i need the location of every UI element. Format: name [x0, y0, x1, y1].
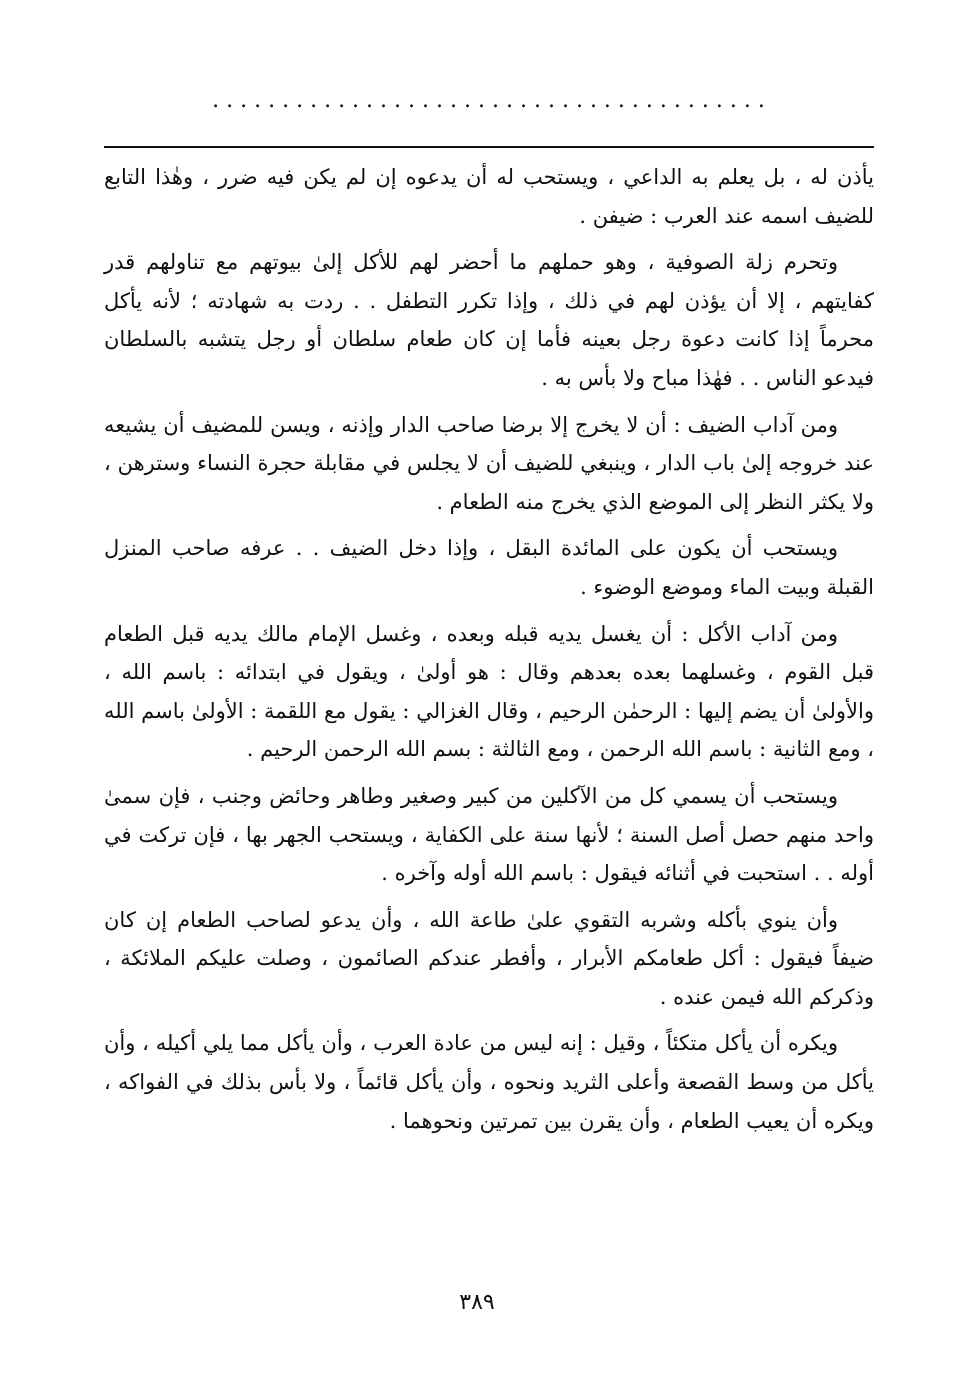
page-number: ٣٨٩ [459, 1290, 495, 1315]
paragraph: ويكره أن يأكل متكئاً ، وقيل : إنه ليس من عادة العرب ، وأن يأكل مما يلي أكيله ، وأن يأكل من وسط القصعة وأعلى الثريد ونحوه ، وأن يأكل قائماً ، ولا بأس بذلك في الفواكه ، ويكره أن يعيب الطعام ، وأن يقرن بين تمرتين ونحوهما . [104, 1031, 874, 1133]
paragraph: وتحرم زلة الصوفية ، وهو حملهم ما أحضر لهم للأكل إلىٰ بيوتهم مع تناولهم قدر كفايتهم ، إلا أن يؤذن لهم في ذلك ، وإذا تكرر التطفل . . ردت به شهادته ؛ لأنه يأكل محرماً إذا كانت دعوة رجل بعينه فأما إن كان طعام سلطان أو رجل يتشبه بالسلطان فيدعو الناس . . فهٰذا مباح ولا بأس به . [104, 250, 874, 390]
body-text [104, 158, 874, 1148]
paragraph: يأذن له ، بل يعلم به الداعي ، ويستحب له أن يدعوه إن لم يكن فيه ضرر ، وهٰذا التابع للضيف اسمه عند العرب : ضيفن . [104, 165, 874, 228]
paragraph: ويستحب أن يكون على المائدة البقل ، وإذا دخل الضيف . . عرفه صاحب المنزل القبلة وبيت الماء وموضع الوضوء . [104, 536, 874, 599]
running-header-dots: ........................................ [212, 88, 772, 113]
paragraph: ويستحب أن يسمي كل من الآكلين من كبير وصغير وطاهر وحائض وجنب ، فإن سمىٰ واحد منهم حصل أصل السنة ؛ لأنها سنة على الكفاية ، ويستحب الجهر بها ، فإن تركت في أوله . . استحبت في أثنائه فيقول : باسم الله أوله وآخره . [104, 783, 874, 886]
header-rule [104, 146, 874, 148]
paragraph: ومن آداب الأكل : أن يغسل يديه قبله وبعده ، وغسل الإمام مالك يديه قبل الطعام قبل القوم ، وغسلهما بعده بعدهم وقال : هو أولىٰ ، ويقول في ابتدائه : باسم الله ، والأولىٰ أن يضم إليها : الرحمٰن الرحيم ، وقال الغزالي : يقول مع اللقمة : الأولىٰ باسم الله ، ومع الثانية : باسم الله الرحمن ، ومع الثالثة : بسم الله الرحمن الرحيم . [104, 621, 874, 762]
paragraph: وأن ينوي بأكله وشربه التقوي علىٰ طاعة الله ، وأن يدعو لصاحب الطعام إن كان ضيفاً فيقول : أكل طعامكم الأبرار ، وأفطر عندكم الصائمون ، وصلت عليكم الملائكة ، وذكركم الله فيمن عنده . [104, 907, 874, 1009]
paragraph: ومن آداب الضيف : أن لا يخرج إلا برضا صاحب الدار وإذنه ، ويسن للمضيف أن يشيعه عند خروجه إلىٰ باب الدار ، وينبغي للضيف أن لا يجلس في مقابلة حجرة النساء وسترهن ، ولا يكثر النظر إلى الموضع الذي يخرج منه الطعام . [104, 412, 874, 514]
